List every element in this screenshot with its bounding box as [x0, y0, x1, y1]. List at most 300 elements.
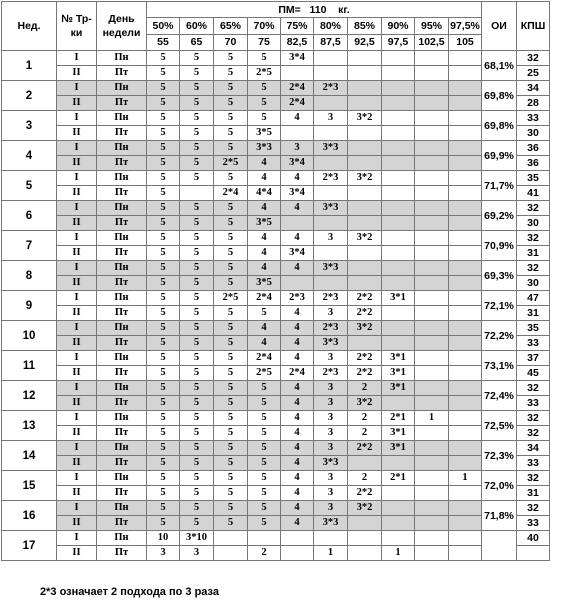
sets-cell: 5 — [248, 411, 281, 426]
sets-cell — [415, 441, 449, 456]
sets-cell — [449, 51, 482, 66]
week-number: 16 — [2, 501, 57, 531]
weight-header: 75 — [248, 34, 281, 50]
pm-unit: кг. — [338, 3, 350, 16]
workout-number: I — [57, 231, 97, 246]
sets-cell: 3 — [314, 381, 348, 396]
week-number: 12 — [2, 381, 57, 411]
sets-cell: 5 — [214, 486, 248, 501]
sets-cell: 2 — [348, 411, 382, 426]
oi-value: 71,8% — [482, 501, 517, 531]
sets-cell — [449, 441, 482, 456]
sets-cell: 5 — [147, 351, 180, 366]
week-number: 1 — [2, 51, 57, 81]
sets-cell — [314, 186, 348, 201]
sets-cell: 5 — [180, 51, 214, 66]
kpsh-value: 37 — [517, 351, 550, 366]
sets-cell: 5 — [180, 276, 214, 291]
sets-cell — [415, 426, 449, 441]
sets-cell: 5 — [214, 381, 248, 396]
weight-header: 97,5 — [382, 34, 415, 50]
weekday: Пн — [97, 321, 147, 336]
sets-cell: 4 — [248, 231, 281, 246]
sets-cell: 5 — [214, 426, 248, 441]
header-week: Нед. — [2, 2, 57, 51]
sets-cell: 2*2 — [348, 366, 382, 381]
kpsh-value: 32 — [517, 426, 550, 441]
workout-number: II — [57, 186, 97, 201]
sets-cell — [415, 66, 449, 81]
sets-cell: 10 — [147, 531, 180, 546]
header-oi: ОИ — [482, 2, 517, 51]
weekday: Пн — [97, 411, 147, 426]
header-pm — [147, 2, 482, 18]
sets-cell: 5 — [180, 291, 214, 306]
sets-cell — [415, 366, 449, 381]
percent-header: 97,5% — [449, 18, 482, 34]
weekday: Пн — [97, 231, 147, 246]
kpsh-value: 30 — [517, 276, 550, 291]
sets-cell — [281, 126, 314, 141]
week-number: 15 — [2, 471, 57, 501]
workout-number: II — [57, 156, 97, 171]
sets-cell — [382, 306, 415, 321]
oi-value: 72,0% — [482, 471, 517, 501]
sets-cell: 5 — [147, 186, 180, 201]
sets-cell: 5 — [214, 171, 248, 186]
weekday: Пт — [97, 396, 147, 411]
sets-cell — [382, 186, 415, 201]
week-number: 9 — [2, 291, 57, 321]
sets-cell — [449, 486, 482, 501]
pm-value: 110 — [309, 3, 327, 16]
sets-cell: 5 — [147, 276, 180, 291]
week-number: 2 — [2, 81, 57, 111]
sets-cell: 2*5 — [248, 66, 281, 81]
kpsh-value: 32 — [517, 471, 550, 486]
weekday: Пт — [97, 336, 147, 351]
sets-cell — [415, 276, 449, 291]
sets-cell: 2*1 — [382, 471, 415, 486]
sets-cell: 2*3 — [281, 291, 314, 306]
table-row — [2, 96, 550, 111]
oi-value: 69,3% — [482, 261, 517, 291]
weekday: Пт — [97, 456, 147, 471]
sets-cell: 2 — [348, 471, 382, 486]
sets-cell: 5 — [248, 96, 281, 111]
workout-number: II — [57, 306, 97, 321]
weekday: Пт — [97, 66, 147, 81]
sets-cell: 5 — [147, 411, 180, 426]
sets-cell — [382, 261, 415, 276]
sets-cell: 5 — [147, 501, 180, 516]
table-row — [2, 126, 550, 141]
sets-cell: 3 — [314, 306, 348, 321]
sets-cell: 5 — [214, 216, 248, 231]
sets-cell: 4 — [281, 261, 314, 276]
table-row — [2, 471, 550, 486]
oi-value: 72,1% — [482, 291, 517, 321]
sets-cell — [449, 501, 482, 516]
sets-cell — [348, 66, 382, 81]
sets-cell: 5 — [147, 516, 180, 531]
weekday: Пт — [97, 246, 147, 261]
sets-cell: 4 — [281, 321, 314, 336]
kpsh-value — [517, 546, 550, 561]
table-row — [2, 441, 550, 456]
sets-cell: 4 — [281, 441, 314, 456]
sets-cell — [281, 546, 314, 561]
sets-cell: 3*10 — [180, 531, 214, 546]
sets-cell — [415, 516, 449, 531]
sets-cell: 2*3 — [314, 321, 348, 336]
weight-header: 87,5 — [314, 34, 348, 50]
sets-cell: 3*4 — [281, 186, 314, 201]
week-number: 11 — [2, 351, 57, 381]
kpsh-value: 31 — [517, 486, 550, 501]
sets-cell: 5 — [214, 351, 248, 366]
sets-cell: 5 — [214, 336, 248, 351]
kpsh-value: 32 — [517, 201, 550, 216]
sets-cell: 3 — [314, 111, 348, 126]
table-row — [2, 171, 550, 186]
percent-header: 90% — [382, 18, 415, 34]
sets-cell: 4 — [281, 111, 314, 126]
sets-cell: 3*5 — [248, 126, 281, 141]
sets-cell: 2*4 — [214, 186, 248, 201]
weight-header: 105 — [449, 34, 482, 50]
workout-number: I — [57, 291, 97, 306]
sets-cell: 5 — [248, 51, 281, 66]
sets-cell — [382, 141, 415, 156]
oi-value: 72,3% — [482, 441, 517, 471]
workout-number: I — [57, 381, 97, 396]
sets-cell — [382, 51, 415, 66]
percent-header: 85% — [348, 18, 382, 34]
sets-cell: 5 — [248, 486, 281, 501]
sets-cell — [180, 186, 214, 201]
sets-cell: 5 — [180, 411, 214, 426]
sets-cell — [449, 216, 482, 231]
sets-cell: 5 — [147, 471, 180, 486]
sets-cell — [281, 276, 314, 291]
sets-cell — [348, 156, 382, 171]
sets-cell — [449, 156, 482, 171]
sets-cell: 1 — [449, 471, 482, 486]
sets-cell — [449, 321, 482, 336]
workout-number: II — [57, 246, 97, 261]
weekday: Пт — [97, 126, 147, 141]
table-row — [2, 201, 550, 216]
kpsh-value: 33 — [517, 516, 550, 531]
weight-header: 82,5 — [281, 34, 314, 50]
header-workout-label: № Тр-ки — [61, 13, 92, 39]
table-row — [2, 411, 550, 426]
table-row — [2, 336, 550, 351]
sets-cell — [314, 276, 348, 291]
sets-cell: 5 — [214, 66, 248, 81]
sets-cell — [449, 426, 482, 441]
training-plan-table — [1, 1, 550, 561]
sets-cell: 5 — [180, 81, 214, 96]
sets-cell: 2*2 — [348, 441, 382, 456]
sets-cell: 5 — [248, 81, 281, 96]
sets-cell: 5 — [147, 291, 180, 306]
sets-cell: 5 — [180, 426, 214, 441]
workout-number: II — [57, 96, 97, 111]
sets-cell: 2*2 — [348, 486, 382, 501]
sets-cell: 2*1 — [382, 411, 415, 426]
sets-cell — [415, 141, 449, 156]
sets-cell: 3*4 — [281, 51, 314, 66]
sets-cell: 2*5 — [214, 156, 248, 171]
workout-number: II — [57, 366, 97, 381]
sets-cell — [382, 516, 415, 531]
workout-number: I — [57, 321, 97, 336]
table-row — [2, 141, 550, 156]
sets-cell — [281, 216, 314, 231]
sets-cell: 5 — [180, 366, 214, 381]
sets-cell: 1 — [382, 546, 415, 561]
sets-cell — [281, 531, 314, 546]
sets-cell: 2 — [348, 426, 382, 441]
sets-cell — [449, 306, 482, 321]
sets-cell: 3*2 — [348, 501, 382, 516]
sets-cell: 5 — [147, 231, 180, 246]
sets-cell: 3 — [314, 351, 348, 366]
workout-number: II — [57, 126, 97, 141]
table-row — [2, 306, 550, 321]
sets-cell — [449, 246, 482, 261]
kpsh-value: 32 — [517, 411, 550, 426]
sets-cell: 5 — [147, 81, 180, 96]
sets-cell — [348, 126, 382, 141]
sets-cell — [348, 81, 382, 96]
sets-cell: 2*3 — [314, 81, 348, 96]
sets-cell: 5 — [214, 261, 248, 276]
sets-cell: 4 — [281, 396, 314, 411]
sets-cell: 5 — [214, 411, 248, 426]
sets-cell — [348, 201, 382, 216]
percent-header: 60% — [180, 18, 214, 34]
oi-value: 73,1% — [482, 351, 517, 381]
sets-cell — [382, 321, 415, 336]
oi-value: 69,8% — [482, 81, 517, 111]
table-row — [2, 366, 550, 381]
sets-cell: 3 — [314, 471, 348, 486]
sets-cell: 5 — [180, 321, 214, 336]
sets-cell — [382, 231, 415, 246]
sets-cell: 5 — [214, 276, 248, 291]
percent-header: 50% — [147, 18, 180, 34]
sets-cell: 2*4 — [281, 81, 314, 96]
sets-cell: 4 — [281, 486, 314, 501]
sets-cell: 3*2 — [348, 111, 382, 126]
sets-cell: 2*3 — [314, 366, 348, 381]
week-number: 17 — [2, 531, 57, 561]
workout-number: II — [57, 546, 97, 561]
sets-cell — [449, 81, 482, 96]
kpsh-value: 35 — [517, 321, 550, 336]
weight-header: 65 — [180, 34, 214, 50]
sets-cell: 2*4 — [248, 351, 281, 366]
sets-cell: 5 — [147, 201, 180, 216]
sets-cell: 2*2 — [348, 306, 382, 321]
weekday: Пт — [97, 276, 147, 291]
workout-number: II — [57, 456, 97, 471]
kpsh-value: 32 — [517, 231, 550, 246]
sets-cell: 5 — [180, 351, 214, 366]
oi-value: 71,7% — [482, 171, 517, 201]
weekday: Пт — [97, 186, 147, 201]
sets-cell — [314, 96, 348, 111]
kpsh-value: 35 — [517, 171, 550, 186]
kpsh-value: 41 — [517, 186, 550, 201]
sets-cell — [382, 171, 415, 186]
sets-cell — [449, 336, 482, 351]
sets-cell — [449, 531, 482, 546]
sets-cell: 5 — [147, 246, 180, 261]
sets-cell — [449, 171, 482, 186]
legend-note: 2*3 означает 2 подхода по 3 раза — [40, 586, 219, 598]
oi-value: 69,8% — [482, 111, 517, 141]
sets-cell: 5 — [214, 441, 248, 456]
sets-cell: 3*3 — [314, 456, 348, 471]
sets-cell: 5 — [180, 486, 214, 501]
sets-cell — [449, 291, 482, 306]
sets-cell — [415, 321, 449, 336]
workout-number: II — [57, 336, 97, 351]
oi-value: 72,5% — [482, 411, 517, 441]
sets-cell — [449, 276, 482, 291]
sets-cell: 5 — [214, 456, 248, 471]
table-row — [2, 111, 550, 126]
sets-cell — [348, 336, 382, 351]
week-number: 14 — [2, 441, 57, 471]
week-number: 10 — [2, 321, 57, 351]
table-row — [2, 156, 550, 171]
sets-cell — [415, 246, 449, 261]
sets-cell — [314, 216, 348, 231]
sets-cell — [382, 486, 415, 501]
sets-cell: 5 — [180, 501, 214, 516]
sets-cell — [248, 531, 281, 546]
weekday: Пн — [97, 201, 147, 216]
kpsh-value: 32 — [517, 261, 550, 276]
percent-header: 80% — [314, 18, 348, 34]
weekday: Пн — [97, 171, 147, 186]
sets-cell: 3 — [314, 396, 348, 411]
sets-cell: 3*1 — [382, 381, 415, 396]
sets-cell: 5 — [147, 366, 180, 381]
sets-cell: 5 — [180, 231, 214, 246]
table-row — [2, 81, 550, 96]
sets-cell: 3*2 — [348, 321, 382, 336]
sets-cell: 5 — [248, 111, 281, 126]
sets-cell — [415, 171, 449, 186]
sets-cell — [449, 396, 482, 411]
sets-cell: 5 — [214, 516, 248, 531]
weekday: Пн — [97, 291, 147, 306]
table-row — [2, 66, 550, 81]
sets-cell: 4 — [281, 306, 314, 321]
workout-number: I — [57, 531, 97, 546]
sets-cell: 3*1 — [382, 426, 415, 441]
sets-cell: 5 — [214, 396, 248, 411]
sets-cell — [415, 336, 449, 351]
sets-cell — [415, 261, 449, 276]
kpsh-value: 30 — [517, 216, 550, 231]
sets-cell — [415, 306, 449, 321]
header-day — [97, 2, 147, 51]
sets-cell: 5 — [147, 171, 180, 186]
sets-cell: 5 — [180, 126, 214, 141]
sets-cell: 5 — [180, 201, 214, 216]
workout-number: I — [57, 351, 97, 366]
sets-cell: 3*1 — [382, 441, 415, 456]
percent-header: 70% — [248, 18, 281, 34]
sets-cell — [348, 186, 382, 201]
sets-cell — [382, 396, 415, 411]
sets-cell: 3*2 — [348, 171, 382, 186]
sets-cell: 5 — [248, 396, 281, 411]
pm-label: ПМ= — [278, 3, 301, 16]
sets-cell: 5 — [147, 486, 180, 501]
sets-cell: 5 — [180, 141, 214, 156]
sets-cell — [449, 111, 482, 126]
workout-number: I — [57, 201, 97, 216]
sets-cell: 5 — [147, 426, 180, 441]
sets-cell: 4 — [248, 321, 281, 336]
kpsh-value: 34 — [517, 441, 550, 456]
weekday: Пн — [97, 51, 147, 66]
sets-cell — [415, 486, 449, 501]
sets-cell — [415, 231, 449, 246]
sets-cell: 5 — [180, 261, 214, 276]
weekday: Пт — [97, 216, 147, 231]
table-row — [2, 546, 550, 561]
sets-cell — [415, 126, 449, 141]
sets-cell: 5 — [214, 141, 248, 156]
kpsh-value: 33 — [517, 396, 550, 411]
sets-cell: 4 — [281, 381, 314, 396]
sets-cell: 5 — [214, 96, 248, 111]
sets-cell: 3*3 — [314, 141, 348, 156]
weekday: Пн — [97, 471, 147, 486]
sets-cell: 5 — [180, 216, 214, 231]
sets-cell: 3 — [147, 546, 180, 561]
sets-cell — [449, 546, 482, 561]
sets-cell: 3*3 — [248, 141, 281, 156]
weekday: Пн — [97, 111, 147, 126]
sets-cell: 5 — [248, 516, 281, 531]
sets-cell: 4 — [281, 171, 314, 186]
sets-cell — [415, 81, 449, 96]
sets-cell — [449, 456, 482, 471]
weekday: Пн — [97, 501, 147, 516]
sets-cell: 4 — [281, 501, 314, 516]
sets-cell: 2*2 — [348, 351, 382, 366]
sets-cell — [382, 216, 415, 231]
sets-cell: 5 — [180, 516, 214, 531]
sets-cell: 5 — [147, 141, 180, 156]
sets-cell: 5 — [214, 126, 248, 141]
kpsh-value: 40 — [517, 531, 550, 546]
workout-number: II — [57, 516, 97, 531]
sets-cell — [382, 81, 415, 96]
sets-cell: 5 — [214, 201, 248, 216]
table-row — [2, 261, 550, 276]
